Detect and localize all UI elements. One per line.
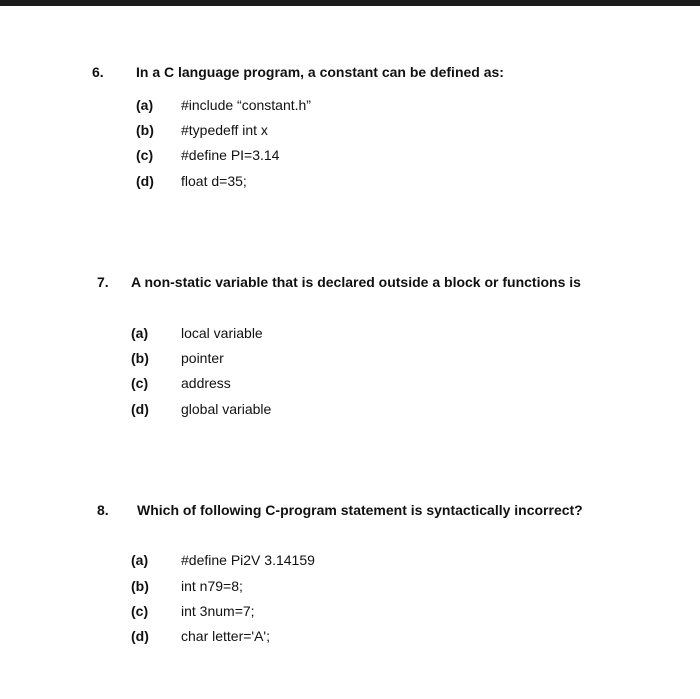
option-label: (b): [131, 350, 149, 366]
option-label: (a): [131, 552, 149, 568]
option-label: (a): [136, 97, 154, 113]
option-text: #include “constant.h”: [181, 97, 311, 113]
question-number: 6.: [92, 64, 104, 80]
option-label: (d): [136, 173, 154, 189]
question-number: 7.: [97, 274, 109, 290]
option-text: global variable: [181, 401, 272, 417]
option-text: #define PI=3.14: [181, 147, 280, 163]
option-label: (d): [131, 401, 149, 417]
question-number: 8.: [97, 502, 109, 518]
top-border: [0, 0, 700, 6]
option-label: (c): [131, 603, 149, 619]
option-label: (a): [131, 325, 149, 341]
option-text: #typedeff int x: [181, 122, 268, 138]
question-text: In a C language program, a constant can be defined as:: [136, 64, 504, 80]
option-label: (d): [131, 628, 149, 644]
option-text: #define Pi2V 3.14159: [181, 552, 315, 568]
option-text: char letter='A';: [181, 628, 270, 644]
option-text: float d=35;: [181, 173, 247, 189]
option-label: (c): [131, 375, 149, 391]
option-label: (c): [136, 147, 154, 163]
option-text: local variable: [181, 325, 263, 341]
option-text: address: [181, 375, 231, 391]
option-text: pointer: [181, 350, 224, 366]
question-text: A non-static variable that is declared outside a block or functions is: [131, 274, 581, 290]
option-text: int 3num=7;: [181, 603, 255, 619]
option-label: (b): [136, 122, 154, 138]
option-text: int n79=8;: [181, 578, 243, 594]
option-label: (b): [131, 578, 149, 594]
question-text: Which of following C-program statement is syntactically incorrect?: [137, 502, 583, 518]
